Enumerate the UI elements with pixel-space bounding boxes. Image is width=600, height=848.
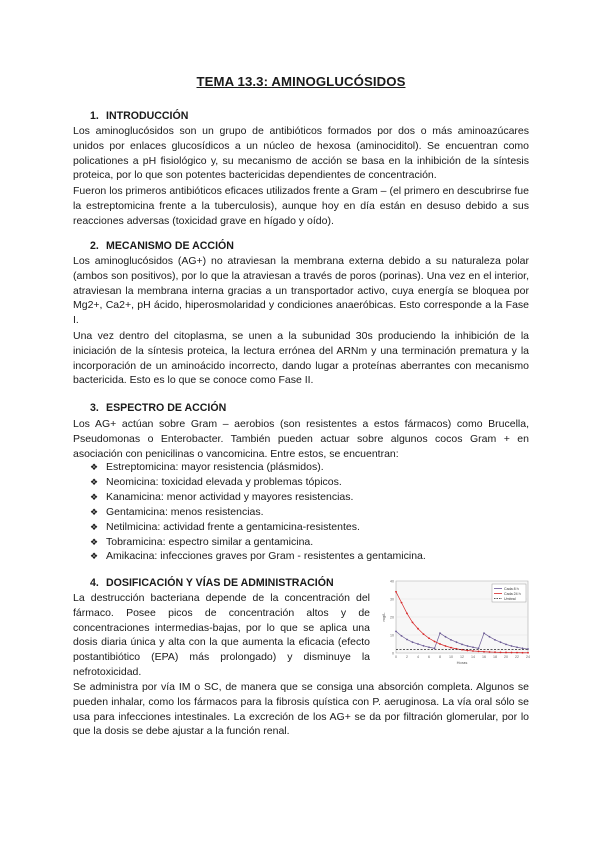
data-point (423, 633, 425, 635)
diamond-bullet-icon: ❖ (90, 476, 99, 487)
data-point (428, 637, 430, 639)
data-point (478, 647, 480, 649)
x-tick-label: 4 (417, 655, 419, 659)
legend-entry: Umbral (504, 596, 516, 601)
list-item: ❖ Neomicina: toxicidad elevada y problemas tópicos. (90, 475, 342, 488)
y-tick-label: 0 (392, 651, 394, 656)
section-number: 1. (90, 110, 99, 122)
data-point (450, 647, 452, 649)
diamond-bullet-icon: ❖ (90, 521, 99, 532)
x-tick-label: 0 (395, 655, 397, 659)
diamond-bullet-icon: ❖ (90, 536, 99, 547)
data-point (401, 635, 403, 637)
paragraph: Se administra por vía IM o SC, de manera que se consiga una absorción completa. Algunos se pueden inhalar, como los fármacos para la fibrosis quística con P. aeruginosa. La vía oral sólo se usa para infecciones intestinales. La excreción de los AG+ se da por filtración glomerular, por lo que la dosis se debe ajustar a la función renal. (73, 681, 529, 738)
section-title: ESPECTRO DE ACCIÓN (106, 402, 227, 414)
data-point (500, 641, 502, 643)
y-tick-label: 30 (390, 597, 394, 602)
data-point (483, 651, 485, 653)
data-point (423, 645, 425, 647)
data-point (412, 641, 414, 643)
data-point (445, 645, 447, 647)
paragraph: La destrucción bacteriana depende de la concentración del fármaco. Posee picos de concentración altos y de concentraciones intermedias-bajas, por lo que se aplica una dosis diaria única y alta con la que aumenta la eficacia (efecto postantibiótico (EPA) más prolongado) y disminuye la nefrotoxicidad. (73, 592, 370, 678)
data-point (483, 632, 485, 634)
list-item: ❖ Estreptomicina: mayor resistencia (plásmidos). (90, 461, 324, 473)
data-point (494, 651, 496, 653)
x-tick-label: 18 (493, 655, 497, 659)
data-point (395, 591, 397, 593)
x-tick-label: 14 (471, 655, 475, 659)
data-point (472, 646, 474, 648)
antibiotic-list (90, 460, 426, 564)
diamond-bullet-icon: ❖ (90, 506, 99, 517)
section-heading-introduccion (90, 110, 188, 122)
section-title: DOSIFICACIÓN Y VÍAS DE ADMINISTRACIÓN (106, 577, 334, 589)
data-point (472, 650, 474, 652)
diamond-bullet-icon: ❖ (90, 551, 99, 562)
data-point (511, 652, 513, 654)
data-point (406, 639, 408, 641)
data-point (494, 639, 496, 641)
data-point (522, 647, 524, 649)
data-point (395, 631, 397, 633)
data-point (434, 641, 436, 643)
x-tick-label: 16 (482, 655, 486, 659)
data-point (445, 636, 447, 638)
x-tick-label: 8 (439, 655, 441, 659)
list-item: ❖ Netilmicina: actividad frente a gentamicina-resistentes. (90, 520, 360, 533)
x-tick-label: 2 (406, 655, 408, 659)
x-tick-label: 12 (460, 655, 464, 659)
data-point (500, 651, 502, 653)
data-point (516, 652, 518, 654)
data-point (467, 650, 469, 652)
x-tick-label: 22 (515, 655, 519, 659)
x-axis-label: Horas (456, 660, 468, 665)
y-tick-label: 40 (390, 579, 394, 584)
section-title: MECANISMO DE ACCIÓN (106, 240, 234, 252)
data-point (478, 650, 480, 652)
x-tick-label: 6 (428, 655, 430, 659)
list-item: ❖ Gentamicina: menos resistencias. (90, 505, 264, 518)
y-tick-label: 10 (390, 633, 394, 638)
data-point (489, 651, 491, 653)
legend-entry: Cada 8 h (504, 586, 519, 591)
paragraph: Los aminoglucósidos (AG+) no atraviesan la membrana externa debido a su naturaleza polar (ambos son positivos), por lo que la atraviesan a través de poros (porinas). Una vez en el interior, atraviesan la membrana interna gracias a un transportador activo, cuya energía se bloquea por Mg2+, Ca2+, pH ácido, hiperosmolaridad y condiciones anaeróbicas. Esto corresponde a la Fase I. (73, 255, 529, 327)
section-number: 2. (90, 240, 99, 252)
section-number: 4. (90, 577, 99, 589)
y-tick-label: 20 (390, 615, 394, 620)
paragraph: Los AG+ actúan sobre Gram – aerobios (son resistentes a estos fármacos) como Brucella, Pseudomonas o Enterobacter. También pueden actuar sobre algunos cocos Gram + en asociación con penicilinas o vancomicina. Entre estos, se encuentran: (73, 418, 529, 460)
y-axis-label: mg/L (381, 612, 386, 622)
section-heading-mecanismo (90, 240, 234, 252)
data-point (489, 636, 491, 638)
diamond-bullet-icon: ❖ (90, 462, 99, 472)
paragraph: Los aminoglucósidos son un grupo de antibióticos formados por dos o más aminoazúcares unidos por enlaces glucosídicos a un núcleo de hexosa (aminociditol). Se encuentran como policationes a pH fisiológico y, su mecanismo de acción se basa en la inhibición de la síntesis proteica, por lo que son potentes bactericidas dependientes de concentración. (73, 125, 529, 182)
section-heading-espectro (90, 402, 226, 414)
data-point (461, 643, 463, 645)
data-point (417, 643, 419, 645)
data-point (522, 652, 524, 654)
data-point (417, 628, 419, 630)
legend-entry: Cada 24 h (504, 591, 521, 596)
x-tick-label: 10 (449, 655, 453, 659)
data-point (412, 622, 414, 624)
data-point (516, 646, 518, 648)
data-point (428, 646, 430, 648)
data-point (406, 613, 408, 615)
list-item: ❖ Tobramicina: espectro similar a gentamicina. (90, 535, 314, 548)
concentration-chart (380, 577, 532, 667)
data-point (401, 602, 403, 604)
data-point (527, 652, 529, 654)
paragraph: Una vez dentro del citoplasma, se unen a la subunidad 30s produciendo la inhibición de la iniciación de la síntesis proteica, la lectura errónea del ARNm y una terminación prematura y la incorporación de un aminoácido incorrecto, dando lugar a proteínas aberrantes con mecanismo bactericida. Esto es lo que se conoce como Fase II. (73, 330, 529, 387)
x-tick-label: 24 (526, 655, 530, 659)
paragraph: Fueron los primeros antibióticos eficaces utilizados frente a Gram – (el primero en descubrirse fue la estreptomicina frente a la tuberculosis), aunque hoy en día están en desuso debido a sus reacciones adversas (toxicidad grave en hígado y oído). (73, 185, 529, 227)
data-point (439, 643, 441, 645)
data-point (505, 643, 507, 645)
data-point (439, 632, 441, 634)
section-heading-dosificacion (90, 577, 334, 589)
data-point (456, 641, 458, 643)
list-item: ❖ Amikacina: infecciones graves por Gram - resistentes a gentamicina. (90, 550, 426, 563)
data-point (505, 652, 507, 654)
list-item: ❖ Kanamicina: menor actividad y mayores resistencias. (90, 490, 354, 503)
data-point (511, 645, 513, 647)
diamond-bullet-icon: ❖ (90, 491, 99, 502)
data-point (467, 645, 469, 647)
data-point (434, 647, 436, 649)
section-number: 3. (90, 402, 99, 414)
page-title: TEMA 13.3: AMINOGLUCÓSIDOS (196, 74, 406, 89)
x-tick-label: 20 (504, 655, 508, 659)
data-point (450, 639, 452, 641)
section-title: INTRODUCCIÓN (106, 110, 189, 122)
